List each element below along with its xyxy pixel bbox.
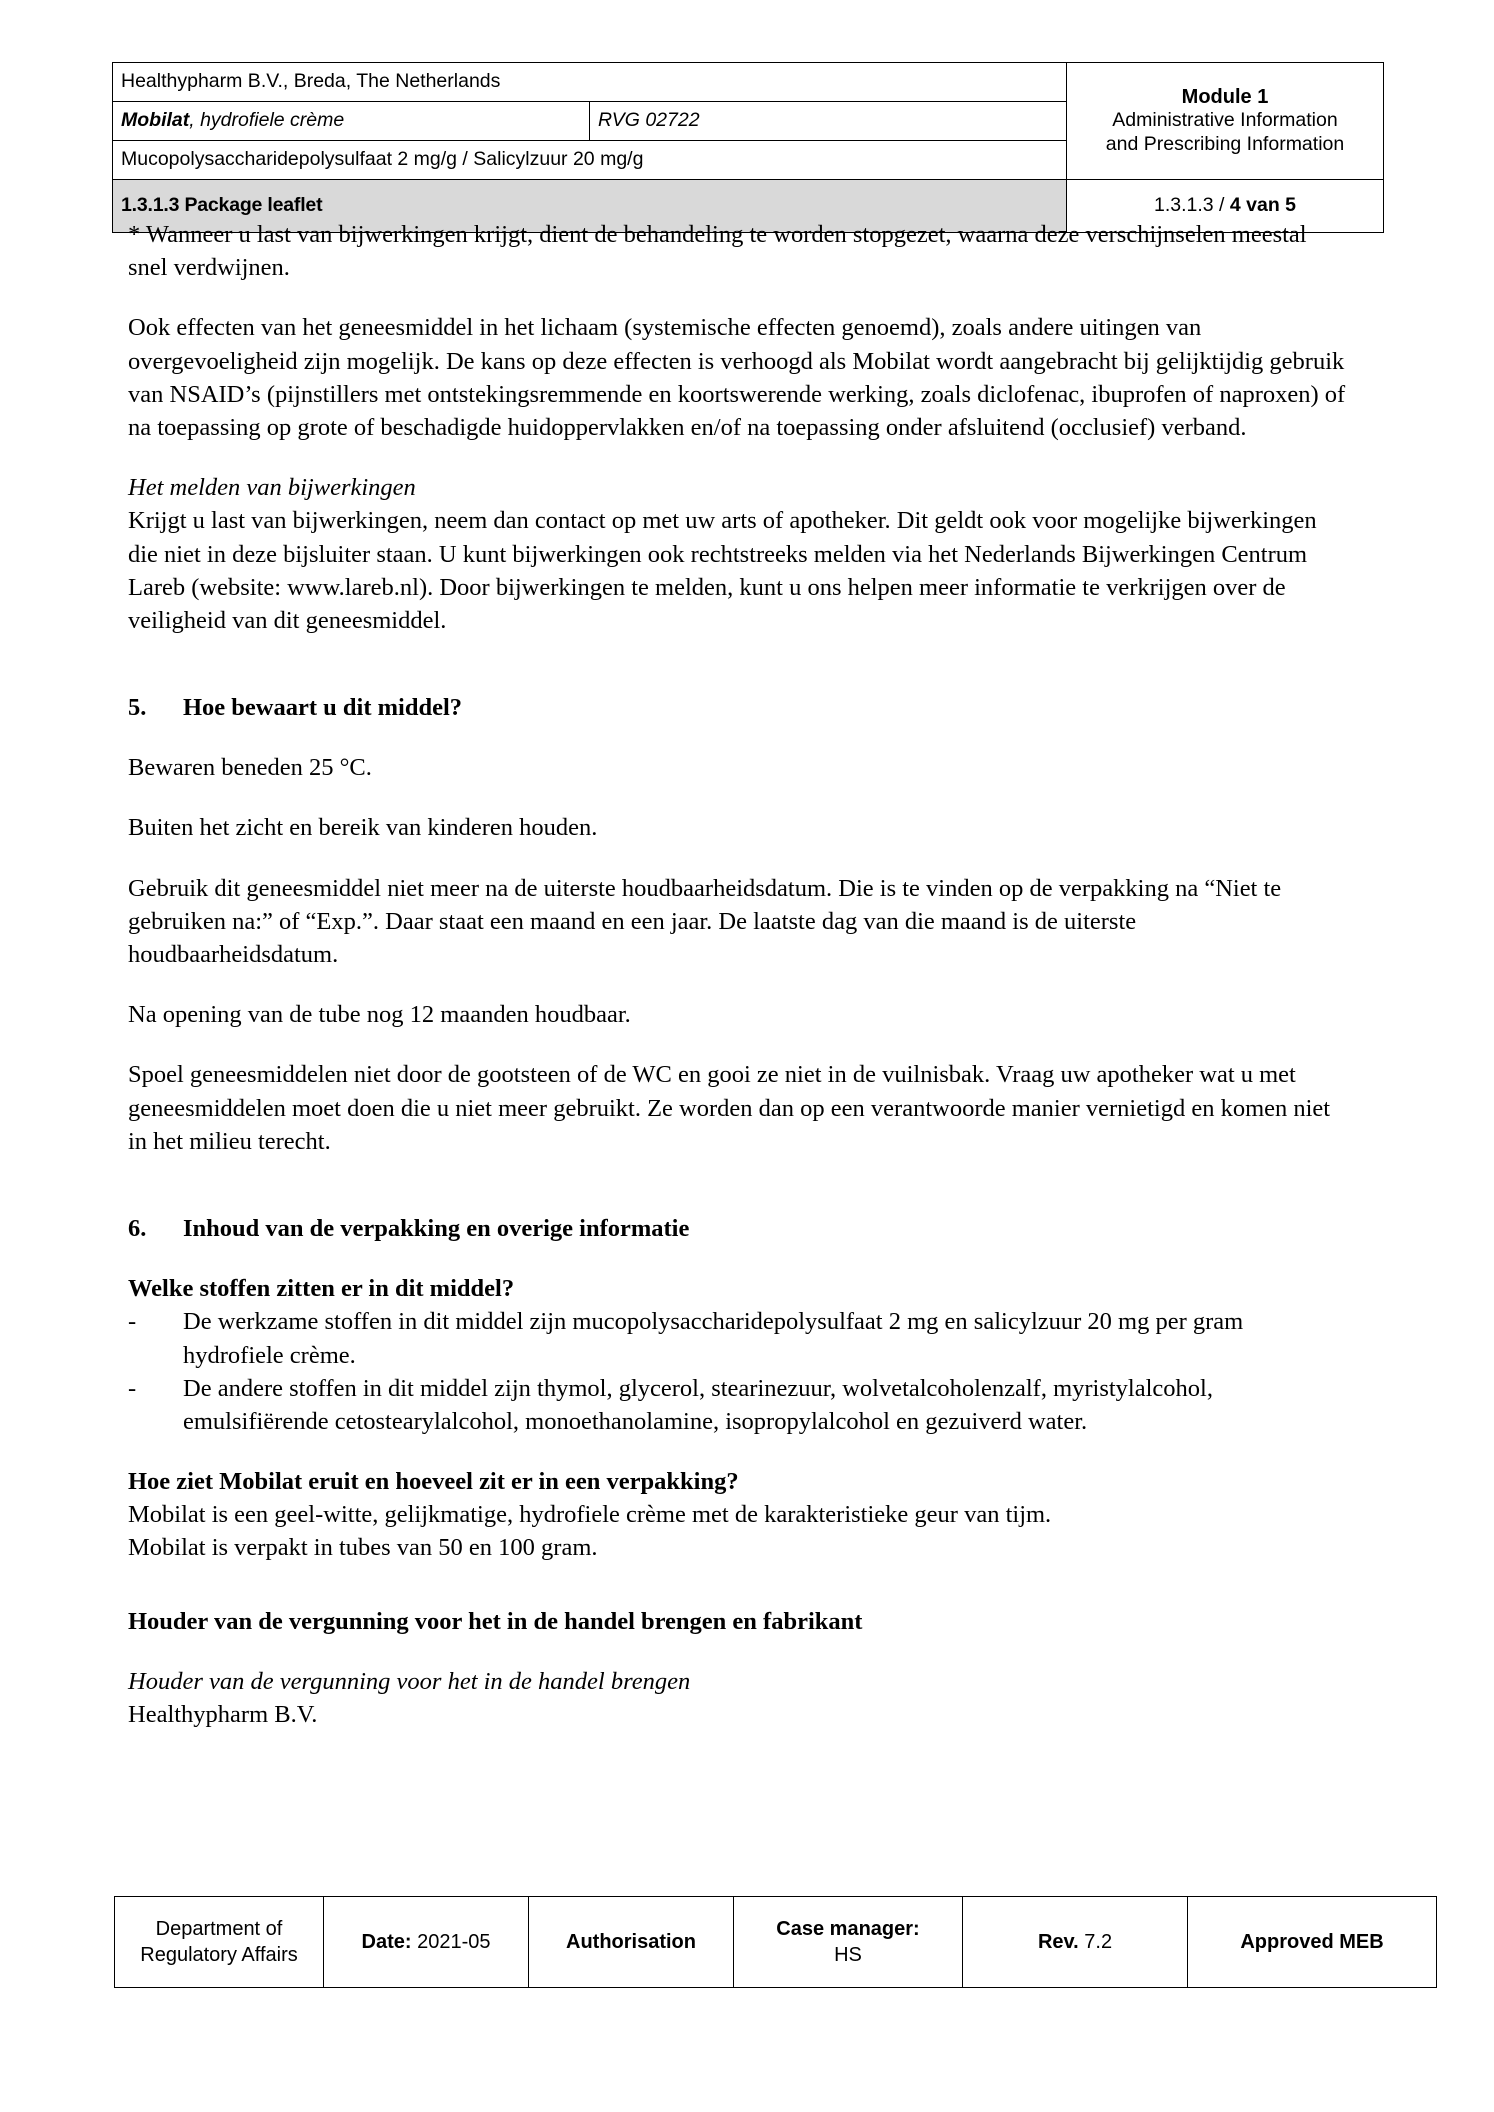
document-footer (114, 1896, 1382, 1988)
footer-case-manager-value: HS (834, 1944, 862, 1966)
header-module-sub-line2: and Prescribing Information (1105, 133, 1345, 156)
ingredient-active-text: De werkzame stoffen in dit middel zijn mucopolysaccharidepolysulfaat 2 mg en salicylzuur 20 mg per gram hydrofiele crème. (183, 1308, 1244, 1369)
footer-department-line2: Regulatory Affairs (140, 1944, 298, 1966)
header-rvg-cell: RVG 02722 (590, 102, 1067, 141)
section-6-heading (128, 1212, 1348, 1245)
section-6-number: 6. (128, 1214, 147, 1242)
header-module-title: Module 1 (1181, 86, 1269, 109)
footnote-paragraph: * Wanneer u last van bijwerkingen krijgt, dient de behandeling te worden stopgezet, waarna deze verschijnselen meestal snel verdwijnen. (128, 221, 1307, 282)
header-product-name: Mobilat (121, 109, 190, 132)
section-5-heading (128, 691, 1348, 724)
reporting-side-effects-paragraph: Krijgt u last van bijwerkingen, neem dan contact op met uw arts of apotheker. Dit geldt ook voor mogelijke bijwerkingen die niet in deze bijsluiter staan. U kunt bijwerkingen ook rechtstreeks melden via het Nederlands Bijwerkingen Centrum Lareb (website: www.lareb.nl). Door bijwerkingen te melden, kunt u ons helpen meer informatie te verkrijgen over de veiligheid van dit geneesmiddel. (128, 507, 1317, 634)
spacer-before-appearance (128, 1438, 1348, 1465)
footer-case-manager-cell (734, 1897, 963, 1988)
ingredient-other-text: De andere stoffen in dit middel zijn thymol, glycerol, stearinezuur, wolvetalcoholenzalf, myristylalcohol, emulsifiërende cetostearylalcohol, monoethanolamine, isopropylalcohol en gezuiverd water. (183, 1374, 1213, 1435)
list-item (128, 1305, 1348, 1371)
footer-authorisation-cell: Authorisation (529, 1897, 734, 1988)
footer-table (114, 1896, 1437, 1988)
footer-date-label: Date: (361, 1931, 412, 1953)
document-header (112, 62, 1384, 233)
header-composition-cell: Mucopolysaccharidepolysulfaat 2 mg/g / Salicylzuur 20 mg/g (113, 141, 1067, 180)
header-table (112, 62, 1384, 233)
footer-department-cell (115, 1897, 324, 1988)
appearance-heading: Hoe ziet Mobilat eruit en hoeveel zit er in een verpakking? (128, 1468, 739, 1496)
spacer-before-section-6 (128, 1185, 1348, 1212)
storage-temperature-paragraph: Bewaren beneden 25 °C. (128, 754, 372, 782)
dash-bullet-icon: - (128, 1374, 137, 1402)
section-6-title: Inhoud van de verpakking en overige informatie (183, 1214, 690, 1242)
appearance-line-1: Mobilat is een geel-witte, gelijkmatige, hydrofiele crème met de karakteristieke geur van tijm. (128, 1501, 1052, 1529)
marketing-authorisation-subheading: Houder van de vergunning voor het in de handel brengen (128, 1667, 691, 1695)
ingredients-list (128, 1305, 1348, 1438)
reporting-side-effects-heading: Het melden van bijwerkingen (128, 474, 416, 502)
footer-date-cell (324, 1897, 529, 1988)
spacer-before-section-5 (128, 664, 1348, 691)
storage-expiry-paragraph: Gebruik dit geneesmiddel niet meer na de uiterste houdbaarheidsdatum. Die is te vinden op de verpakking na “Niet te gebruiken na:” of “Exp.”. Daar staat een maand en een jaar. De laatste dag van die maand is de uiterste houdbaarheidsdatum. (128, 874, 1282, 968)
header-module-sub-line1: Administrative Information (1112, 109, 1338, 132)
section-5-title: Hoe bewaart u dit middel? (183, 694, 463, 722)
marketing-authorisation-company: Healthypharm B.V. (128, 1701, 318, 1728)
systemic-effects-paragraph: Ook effecten van het geneesmiddel in het lichaam (systemische effecten genoemd), zoals andere uitingen van overgevoeligheid zijn mogelijk. De kans op deze effecten is verhoogd als Mobilat wordt aangebracht bij gelijktijdig gebruik van NSAID’s (pijnstillers met ontstekingsremmende en koortswerende werking, zoals diclofenac, ibuprofen of naproxen) of na toepassing op grote of beschadigde huidoppervlakken en/of na toepassing onder afsluitend (occlusief) verband. (128, 314, 1346, 441)
footer-rev-cell (963, 1897, 1188, 1988)
footer-rev-label: Rev. (1037, 1931, 1079, 1953)
footer-date-value: 2021-05 (411, 1931, 491, 1953)
page-ref-value: 4 van 5 (1229, 194, 1297, 217)
spacer-after-section-6-heading (128, 1245, 1348, 1272)
spacer-after-marketing-heading (128, 1638, 1348, 1665)
appearance-line-2: Mobilat is verpakt in tubes van 50 en 100 gram. (128, 1534, 598, 1562)
page-ref-prefix: 1.3.1.3 / (1153, 194, 1230, 217)
table-row (115, 1897, 1437, 1988)
section-5-number: 5. (128, 694, 147, 722)
header-product-cell (113, 102, 590, 141)
footer-department-line1: Department of (155, 1918, 283, 1940)
dash-bullet-icon: - (128, 1308, 137, 1336)
list-item (128, 1372, 1348, 1438)
header-section-title: 1.3.1.3 Package leaflet (113, 180, 1067, 233)
header-product-form: , hydrofiele crème (189, 109, 345, 132)
header-row-company (113, 63, 1384, 102)
marketing-authorisation-heading: Houder van de vergunning voor het in de handel brengen en fabrikant (128, 1607, 863, 1635)
spacer-before-marketing (128, 1592, 1348, 1605)
footer-rev-value: 7.2 (1078, 1931, 1113, 1953)
storage-disposal-paragraph: Spoel geneesmiddelen niet door de gootsteen of de WC en gooi ze niet in de vuilnisbak. Vraag uw apotheker wat u met geneesmiddelen moet doen die u niet meer gebruikt. Ze worden dan op een verantwoorde manier vernietigd en komen niet in het milieu terecht. (128, 1061, 1331, 1155)
ingredients-heading: Welke stoffen zitten er in dit middel? (128, 1275, 515, 1303)
storage-children-paragraph: Buiten het zicht en bereik van kinderen houden. (128, 814, 598, 842)
spacer-after-section-5-heading (128, 724, 1348, 751)
footer-case-manager-label: Case manager: (776, 1918, 920, 1940)
header-module-cell (1067, 63, 1384, 180)
storage-after-opening-paragraph: Na opening van de tube nog 12 maanden houdbaar. (128, 1001, 631, 1029)
footer-approved-cell: Approved MEB (1188, 1897, 1437, 1988)
document-body (128, 218, 1348, 1758)
header-company-cell: Healthypharm B.V., Breda, The Netherlands (113, 63, 1067, 102)
